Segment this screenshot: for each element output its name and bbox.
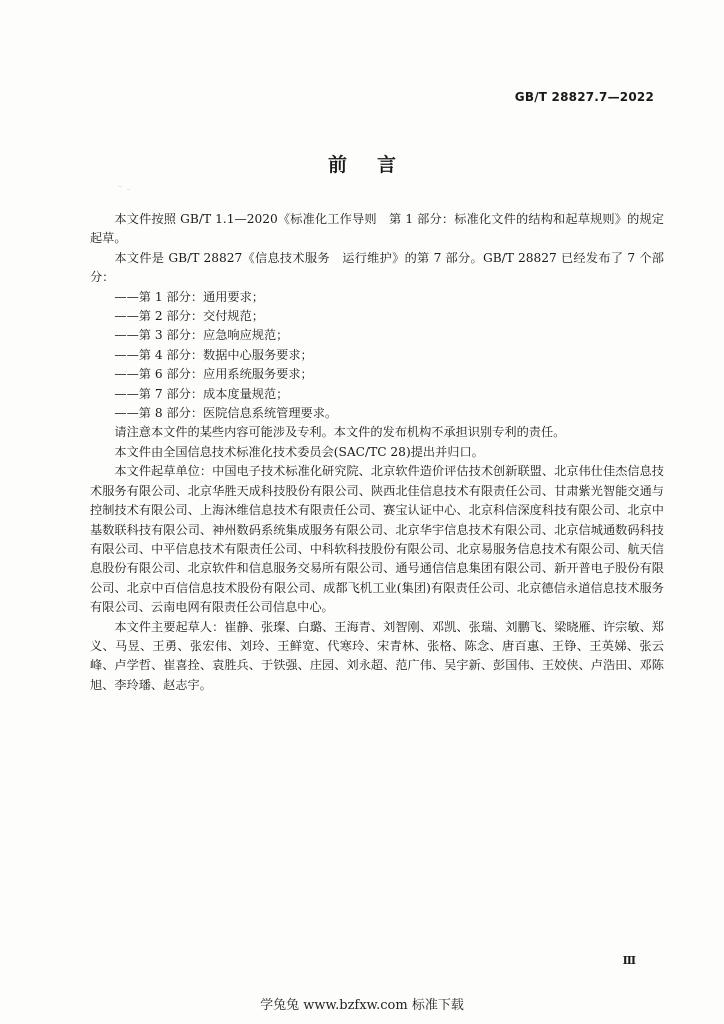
list-item: ——第 3 部分：应急响应规范； <box>114 328 289 343</box>
paragraph-drafting-rules: 本文件按照 GB/T 1.1—2020《标准化工作导则 第 1 部分：标准化文件的结构和起草规则》的规定起草。 <box>90 212 664 246</box>
list-item: ——第 8 部分：医院信息系统管理要求。 <box>114 406 338 421</box>
list-item: ——第 1 部分：通用要求； <box>114 289 264 304</box>
title-char-2: 言 <box>377 154 397 176</box>
list-item: ——第 2 部分：交付规范； <box>114 309 264 324</box>
paragraph-parts-intro: 本文件是 GB/T 28827《信息技术服务 运行维护》的第 7 部分。GB/T 28827 已经发布了 7 个部分： <box>90 250 664 285</box>
list-item: ——第 6 部分：应用系统服务要求； <box>114 367 313 382</box>
paragraph-drafting-units: 本文件起草单位：中国电子技术标准化研究院、北京软件造价评估技术创新联盟、北京伟仕佳杰信息技术服务有限公司、北京华胜天成科技股份有限公司、陕西北佳信息技术有限责任公司、甘肃紫光智能交通与控制技术有限公司、上海沐维信息技术有限责任公司、赛宝认证中心、北京科信深度科技有限公司、北京中基数联科技有限公司、神州数码系统集成服务有限公司、北京华宇信息技术有限公司、北京信城通数码科技有限公司、中平信息技术有限责任公司、中科软科技股份有限公司、北京易服务信息技术有限公司、航天信息股份有限公司、北京软件和信息服务交易所有限公司、通号通信信息集团有限公司、新开普电子股份有限公司、北京中百信信息技术股份有限公司、成都飞机工业(集团)有限责任公司、北京德信永道信息技术服务有限公司、云南电网有限责任公司信息中心。 <box>90 464 664 615</box>
list-item: ——第 7 部分：成本度量规范； <box>114 386 289 401</box>
paragraph-patent-notice: 请注意本文件的某些内容可能涉及专利。本文件的发布机构不承担识别专利的责任。 <box>114 425 566 440</box>
scan-smudge: ⁻ ﹣ <box>118 184 133 193</box>
paragraph-proposer: 本文件由全国信息技术标准化技术委员会(SAC/TC 28)提出并归口。 <box>114 444 484 459</box>
title-char-1: 前 <box>327 154 347 176</box>
footer-watermark: 学兔兔 www.bzfxw.com 标准下载 <box>260 998 464 1013</box>
page-number: Ⅲ <box>622 954 636 967</box>
page-title <box>0 150 724 177</box>
foreword-body <box>90 210 664 695</box>
paragraph-drafters: 本文件主要起草人：崔静、张璨、白璐、王海青、刘智刚、邓凯、张瑞、刘鹏飞、梁晓雁、许宗敏、郑义、马昱、王勇、张宏伟、刘玲、王鲜宽、代寒玲、宋青林、张格、陈念、唐百惠、王铮、王英娣、张云峰、卢学哲、崔喜拴、袁胜兵、于铁强、庄园、刘永超、范广伟、吴宇新、彭国伟、王姣侠、卢浩田、邓陈旭、李玲璠、赵志宇。 <box>90 619 664 692</box>
list-item: ——第 4 部分：数据中心服务要求； <box>114 347 313 362</box>
standard-number: GB/T 28827.7—2022 <box>514 90 654 104</box>
